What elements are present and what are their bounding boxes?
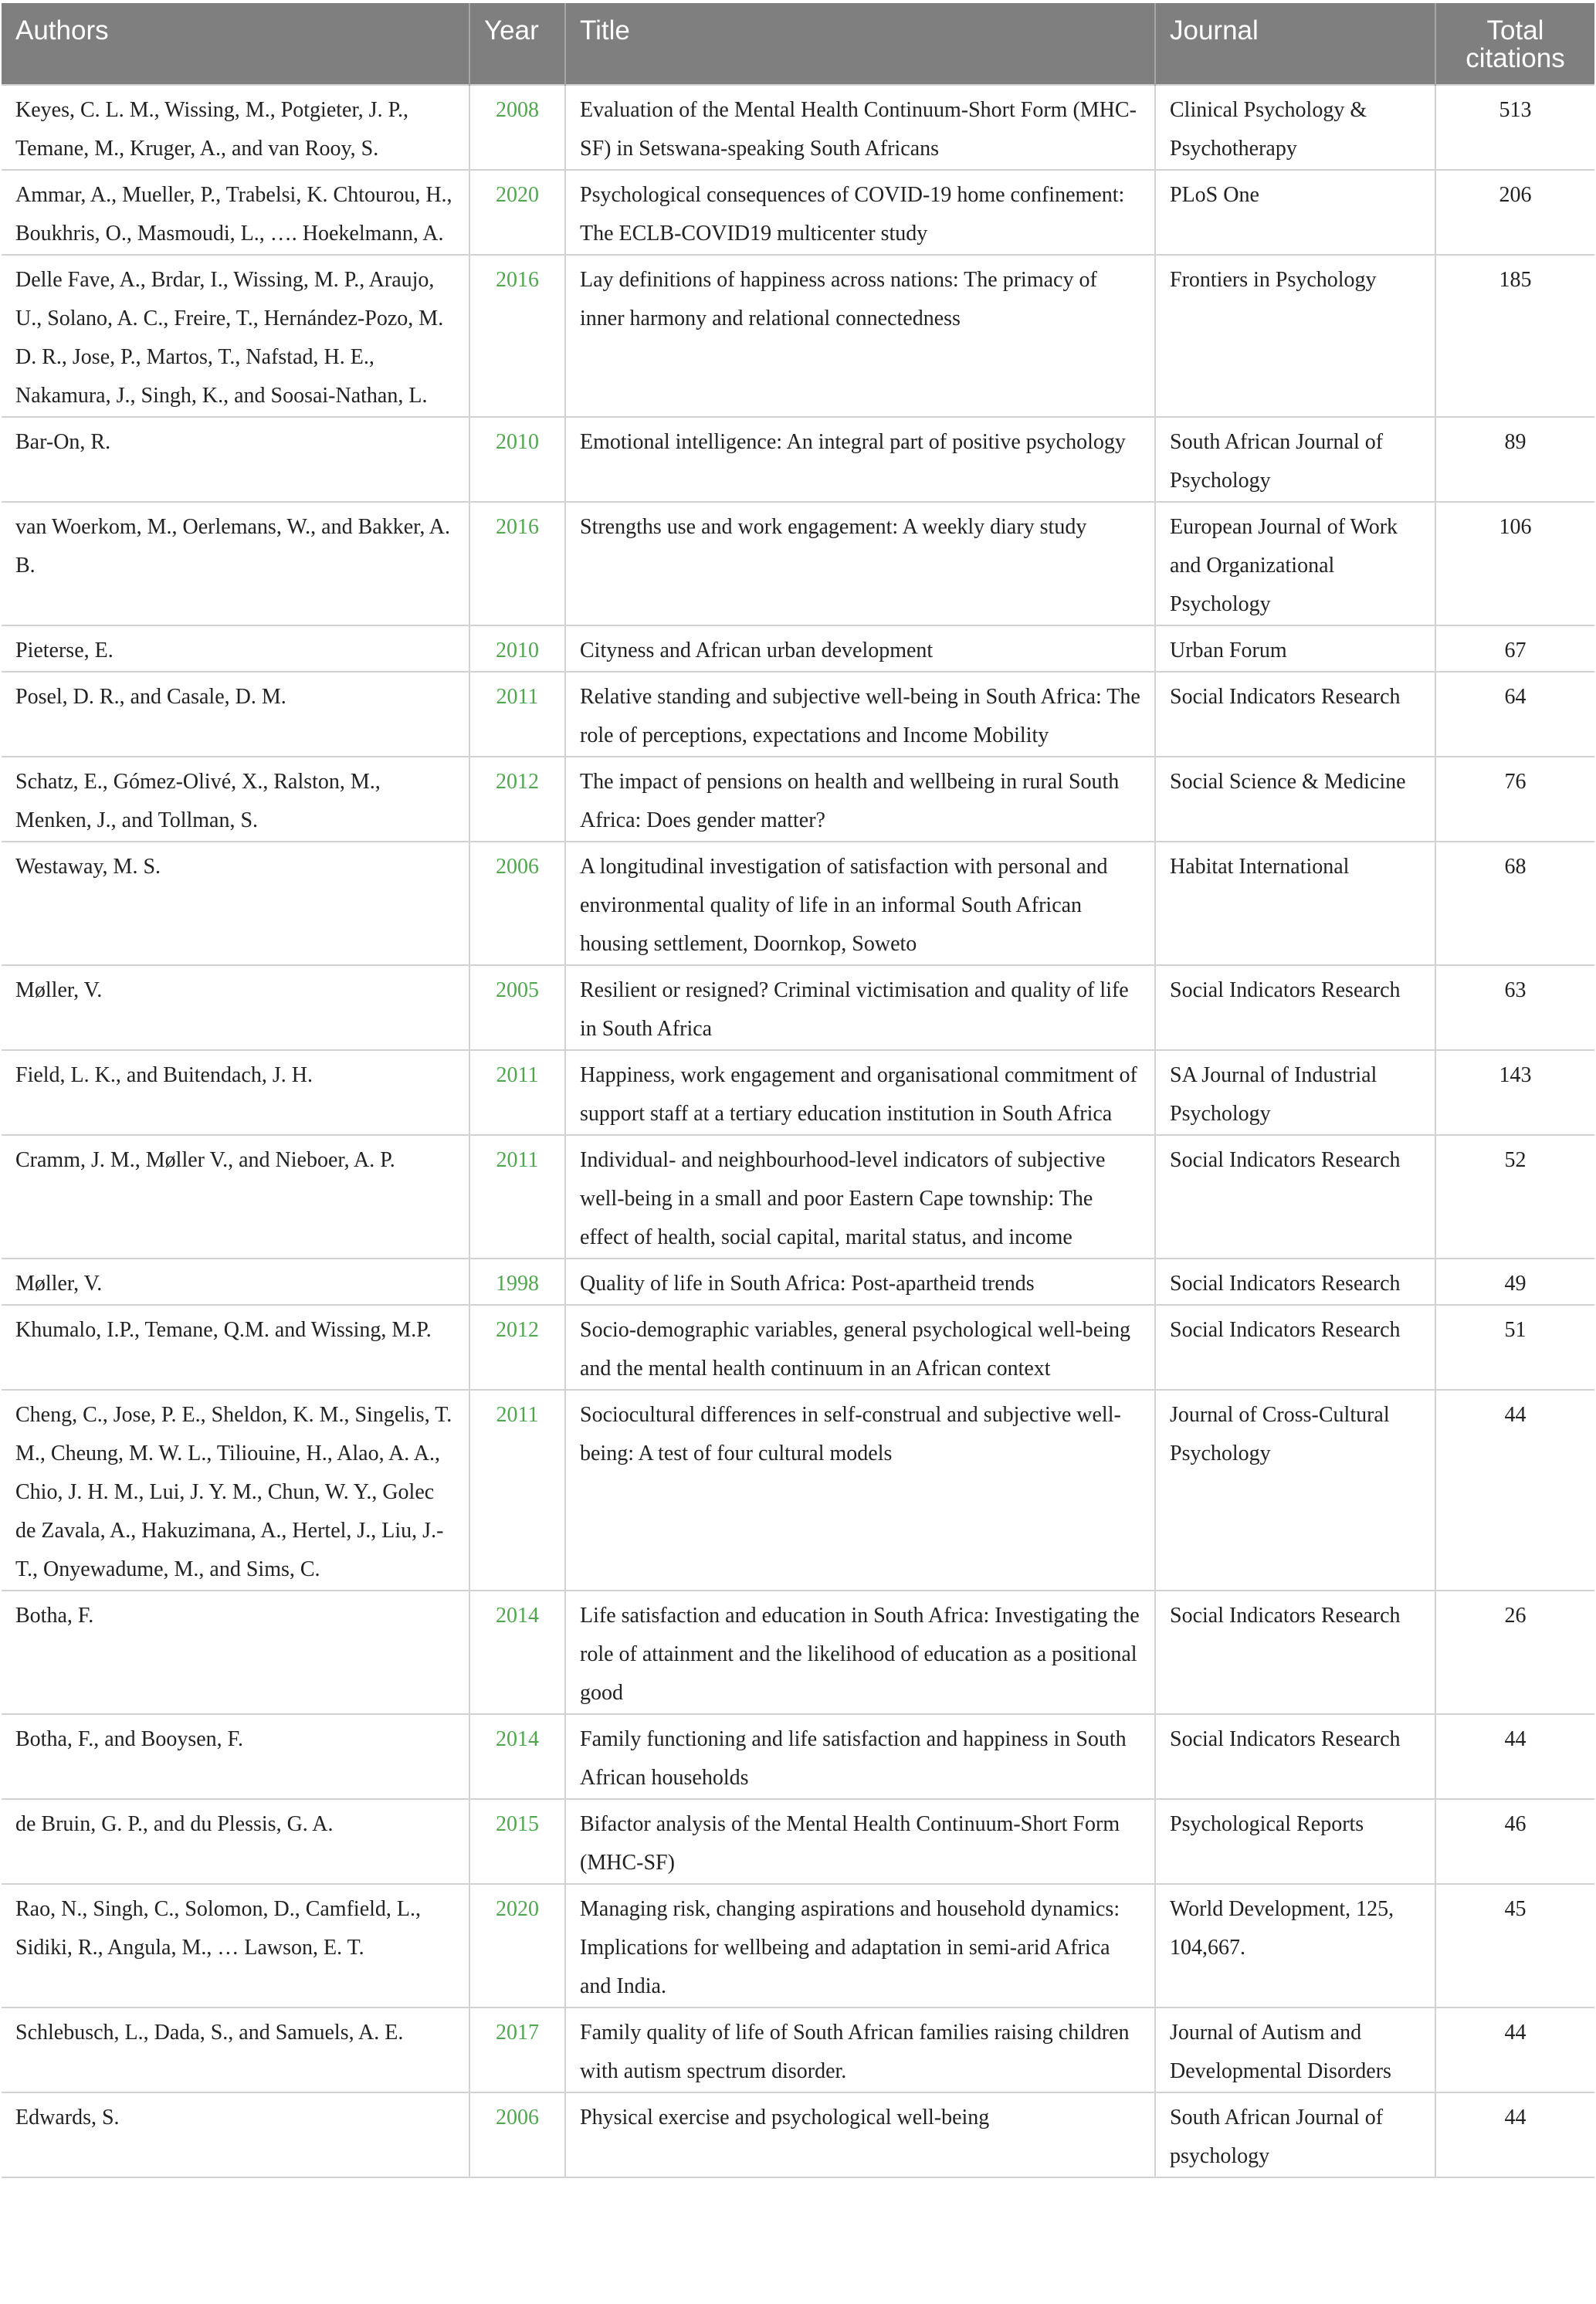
cell-authors: Ammar, A., Mueller, P., Trabelsi, K. Chtourou, H., Boukhris, O., Masmoudi, L., …. Hoekelmann, A. bbox=[2, 170, 469, 255]
cell-authors: Posel, D. R., and Casale, D. M. bbox=[2, 672, 469, 757]
table-row bbox=[2, 672, 1594, 757]
cell-total-citations: 67 bbox=[1435, 625, 1594, 672]
table-row bbox=[2, 170, 1594, 255]
cell-title: Managing risk, changing aspirations and household dynamics: Implications for wellbeing and adaptation in semi-arid Africa and India. bbox=[565, 1884, 1155, 2008]
cell-title: Family quality of life of South African families raising children with autism spectrum disorder. bbox=[565, 2008, 1155, 2092]
header-total-citations: Total citations bbox=[1435, 3, 1594, 85]
cell-journal: Social Indicators Research bbox=[1155, 1259, 1435, 1305]
table-row bbox=[2, 2008, 1594, 2092]
cell-authors: Møller, V. bbox=[2, 965, 469, 1050]
cell-total-citations: 44 bbox=[1435, 1390, 1594, 1591]
cell-authors: Cramm, J. M., Møller V., and Nieboer, A. P. bbox=[2, 1135, 469, 1259]
cell-year: 2011 bbox=[469, 1050, 565, 1135]
cell-authors: Keyes, C. L. M., Wissing, M., Potgieter, J. P., Temane, M., Kruger, A., and van Rooy, S. bbox=[2, 85, 469, 170]
cell-title: Life satisfaction and education in South Africa: Investigating the role of attainment and the likelihood of education as a positional good bbox=[565, 1591, 1155, 1714]
cell-authors: Edwards, S. bbox=[2, 2092, 469, 2177]
cell-year: 2011 bbox=[469, 672, 565, 757]
table-row bbox=[2, 965, 1594, 1050]
cell-journal: Social Science & Medicine bbox=[1155, 757, 1435, 842]
cell-year: 2014 bbox=[469, 1714, 565, 1799]
table-row bbox=[2, 85, 1594, 170]
cell-total-citations: 513 bbox=[1435, 85, 1594, 170]
cell-journal: PLoS One bbox=[1155, 170, 1435, 255]
cell-authors: Delle Fave, A., Brdar, I., Wissing, M. P., Araujo, U., Solano, A. C., Freire, T., Hernández-Pozo, M. D. R., Jose, P., Martos, T., Nafstad, H. E., Nakamura, J., Singh, K., and Soosai-Nathan, L. bbox=[2, 255, 469, 417]
cell-total-citations: 46 bbox=[1435, 1799, 1594, 1884]
cell-total-citations: 26 bbox=[1435, 1591, 1594, 1714]
cell-year: 2010 bbox=[469, 625, 565, 672]
header-title: Title bbox=[565, 3, 1155, 85]
cell-title: Evaluation of the Mental Health Continuum-Short Form (MHC-SF) in Setswana-speaking South Africans bbox=[565, 85, 1155, 170]
header-year: Year bbox=[469, 3, 565, 85]
cell-authors: Westaway, M. S. bbox=[2, 842, 469, 965]
cell-journal: Clinical Psychology & Psychotherapy bbox=[1155, 85, 1435, 170]
cell-total-citations: 89 bbox=[1435, 417, 1594, 502]
table-row bbox=[2, 757, 1594, 842]
cell-authors: Cheng, C., Jose, P. E., Sheldon, K. M., Singelis, T. M., Cheung, M. W. L., Tiliouine, H., Alao, A. A., Chio, J. H. M., Lui, J. Y. M., Chun, W. Y., Golec de Zavala, A., Hakuzimana, A., Hertel, J., Liu, J.-T., Onyewadume, M., and Sims, C. bbox=[2, 1390, 469, 1591]
cell-title: Cityness and African urban development bbox=[565, 625, 1155, 672]
cell-title: Family functioning and life satisfaction and happiness in South African households bbox=[565, 1714, 1155, 1799]
cell-title: Resilient or resigned? Criminal victimisation and quality of life in South Africa bbox=[565, 965, 1155, 1050]
cell-authors: Møller, V. bbox=[2, 1259, 469, 1305]
cell-journal: Journal of Cross-Cultural Psychology bbox=[1155, 1390, 1435, 1591]
table-header bbox=[2, 3, 1594, 85]
cell-total-citations: 68 bbox=[1435, 842, 1594, 965]
table-row bbox=[2, 1390, 1594, 1591]
cell-total-citations: 52 bbox=[1435, 1135, 1594, 1259]
cell-authors: Rao, N., Singh, C., Solomon, D., Camfield, L., Sidiki, R., Angula, M., … Lawson, E. T. bbox=[2, 1884, 469, 2008]
cell-authors: Bar-On, R. bbox=[2, 417, 469, 502]
cell-journal: Journal of Autism and Developmental Disorders bbox=[1155, 2008, 1435, 2092]
cell-journal: Social Indicators Research bbox=[1155, 1135, 1435, 1259]
cell-total-citations: 45 bbox=[1435, 1884, 1594, 2008]
cell-authors: Botha, F., and Booysen, F. bbox=[2, 1714, 469, 1799]
cell-title: Relative standing and subjective well-being in South Africa: The role of perceptions, expectations and Income Mobility bbox=[565, 672, 1155, 757]
cell-journal: South African Journal of psychology bbox=[1155, 2092, 1435, 2177]
table-row bbox=[2, 417, 1594, 502]
cell-total-citations: 51 bbox=[1435, 1305, 1594, 1390]
cell-year: 2015 bbox=[469, 1799, 565, 1884]
header-journal: Journal bbox=[1155, 3, 1435, 85]
cell-title: Bifactor analysis of the Mental Health Continuum-Short Form (MHC-SF) bbox=[565, 1799, 1155, 1884]
cell-title: Lay definitions of happiness across nations: The primacy of inner harmony and relational connectedness bbox=[565, 255, 1155, 417]
cell-total-citations: 143 bbox=[1435, 1050, 1594, 1135]
cell-authors: Schlebusch, L., Dada, S., and Samuels, A. E. bbox=[2, 2008, 469, 2092]
cell-authors: Schatz, E., Gómez-Olivé, X., Ralston, M., Menken, J., and Tollman, S. bbox=[2, 757, 469, 842]
cell-title: Happiness, work engagement and organisational commitment of support staff at a tertiary education institution in South Africa bbox=[565, 1050, 1155, 1135]
cell-authors: van Woerkom, M., Oerlemans, W., and Bakker, A. B. bbox=[2, 502, 469, 625]
table-row bbox=[2, 1799, 1594, 1884]
cell-year: 2008 bbox=[469, 85, 565, 170]
cell-journal: Psychological Reports bbox=[1155, 1799, 1435, 1884]
cell-total-citations: 185 bbox=[1435, 255, 1594, 417]
table-row bbox=[2, 2092, 1594, 2177]
cell-title: A longitudinal investigation of satisfaction with personal and environmental quality of life in an informal South African housing settlement, Doornkop, Soweto bbox=[565, 842, 1155, 965]
cell-journal: South African Journal of Psychology bbox=[1155, 417, 1435, 502]
cell-title: Strengths use and work engagement: A weekly diary study bbox=[565, 502, 1155, 625]
cell-journal: Urban Forum bbox=[1155, 625, 1435, 672]
cell-total-citations: 63 bbox=[1435, 965, 1594, 1050]
cell-title: Sociocultural differences in self-construal and subjective well-being: A test of four cultural models bbox=[565, 1390, 1155, 1591]
header-row bbox=[2, 3, 1594, 85]
citations-table bbox=[2, 3, 1594, 2178]
cell-journal: SA Journal of Industrial Psychology bbox=[1155, 1050, 1435, 1135]
table-row bbox=[2, 625, 1594, 672]
cell-title: Quality of life in South Africa: Post-apartheid trends bbox=[565, 1259, 1155, 1305]
table-body bbox=[2, 85, 1594, 2177]
cell-authors: Khumalo, I.P., Temane, Q.M. and Wissing, M.P. bbox=[2, 1305, 469, 1390]
table-row bbox=[2, 1050, 1594, 1135]
table-row bbox=[2, 255, 1594, 417]
cell-total-citations: 44 bbox=[1435, 1714, 1594, 1799]
cell-title: Individual- and neighbourhood-level indicators of subjective well-being in a small and poor Eastern Cape township: The effect of health, social capital, marital status, and income bbox=[565, 1135, 1155, 1259]
cell-journal: World Development, 125, 104,667. bbox=[1155, 1884, 1435, 2008]
cell-total-citations: 206 bbox=[1435, 170, 1594, 255]
table-row bbox=[2, 1135, 1594, 1259]
cell-title: Physical exercise and psychological well-being bbox=[565, 2092, 1155, 2177]
cell-journal: Habitat International bbox=[1155, 842, 1435, 965]
cell-year: 2017 bbox=[469, 2008, 565, 2092]
cell-total-citations: 64 bbox=[1435, 672, 1594, 757]
cell-authors: de Bruin, G. P., and du Plessis, G. A. bbox=[2, 1799, 469, 1884]
cell-year: 2012 bbox=[469, 1305, 565, 1390]
table-row bbox=[2, 1591, 1594, 1714]
cell-title: The impact of pensions on health and wellbeing in rural South Africa: Does gender matter? bbox=[565, 757, 1155, 842]
cell-journal: Social Indicators Research bbox=[1155, 1714, 1435, 1799]
header-authors: Authors bbox=[2, 3, 469, 85]
cell-authors: Field, L. K., and Buitendach, J. H. bbox=[2, 1050, 469, 1135]
cell-year: 2010 bbox=[469, 417, 565, 502]
cell-year: 2006 bbox=[469, 842, 565, 965]
cell-journal: Social Indicators Research bbox=[1155, 1305, 1435, 1390]
cell-year: 2014 bbox=[469, 1591, 565, 1714]
cell-year: 1998 bbox=[469, 1259, 565, 1305]
cell-year: 2005 bbox=[469, 965, 565, 1050]
cell-year: 2012 bbox=[469, 757, 565, 842]
table-row bbox=[2, 1884, 1594, 2008]
cell-total-citations: 44 bbox=[1435, 2008, 1594, 2092]
cell-title: Socio-demographic variables, general psychological well-being and the mental health continuum in an African context bbox=[565, 1305, 1155, 1390]
cell-journal: Social Indicators Research bbox=[1155, 965, 1435, 1050]
cell-year: 2016 bbox=[469, 502, 565, 625]
cell-journal: Social Indicators Research bbox=[1155, 1591, 1435, 1714]
cell-title: Psychological consequences of COVID-19 home confinement: The ECLB-COVID19 multicenter study bbox=[565, 170, 1155, 255]
table-row bbox=[2, 502, 1594, 625]
table-row bbox=[2, 1714, 1594, 1799]
cell-year: 2020 bbox=[469, 1884, 565, 2008]
cell-title: Emotional intelligence: An integral part of positive psychology bbox=[565, 417, 1155, 502]
cell-authors: Pieterse, E. bbox=[2, 625, 469, 672]
table-row bbox=[2, 842, 1594, 965]
cell-year: 2011 bbox=[469, 1135, 565, 1259]
cell-year: 2011 bbox=[469, 1390, 565, 1591]
citations-table-container bbox=[2, 3, 1594, 2178]
cell-total-citations: 44 bbox=[1435, 2092, 1594, 2177]
table-row bbox=[2, 1305, 1594, 1390]
cell-authors: Botha, F. bbox=[2, 1591, 469, 1714]
cell-year: 2016 bbox=[469, 255, 565, 417]
cell-journal: Frontiers in Psychology bbox=[1155, 255, 1435, 417]
cell-journal: Social Indicators Research bbox=[1155, 672, 1435, 757]
cell-total-citations: 49 bbox=[1435, 1259, 1594, 1305]
cell-year: 2020 bbox=[469, 170, 565, 255]
cell-journal: European Journal of Work and Organizational Psychology bbox=[1155, 502, 1435, 625]
cell-total-citations: 76 bbox=[1435, 757, 1594, 842]
cell-year: 2006 bbox=[469, 2092, 565, 2177]
cell-total-citations: 106 bbox=[1435, 502, 1594, 625]
table-row bbox=[2, 1259, 1594, 1305]
